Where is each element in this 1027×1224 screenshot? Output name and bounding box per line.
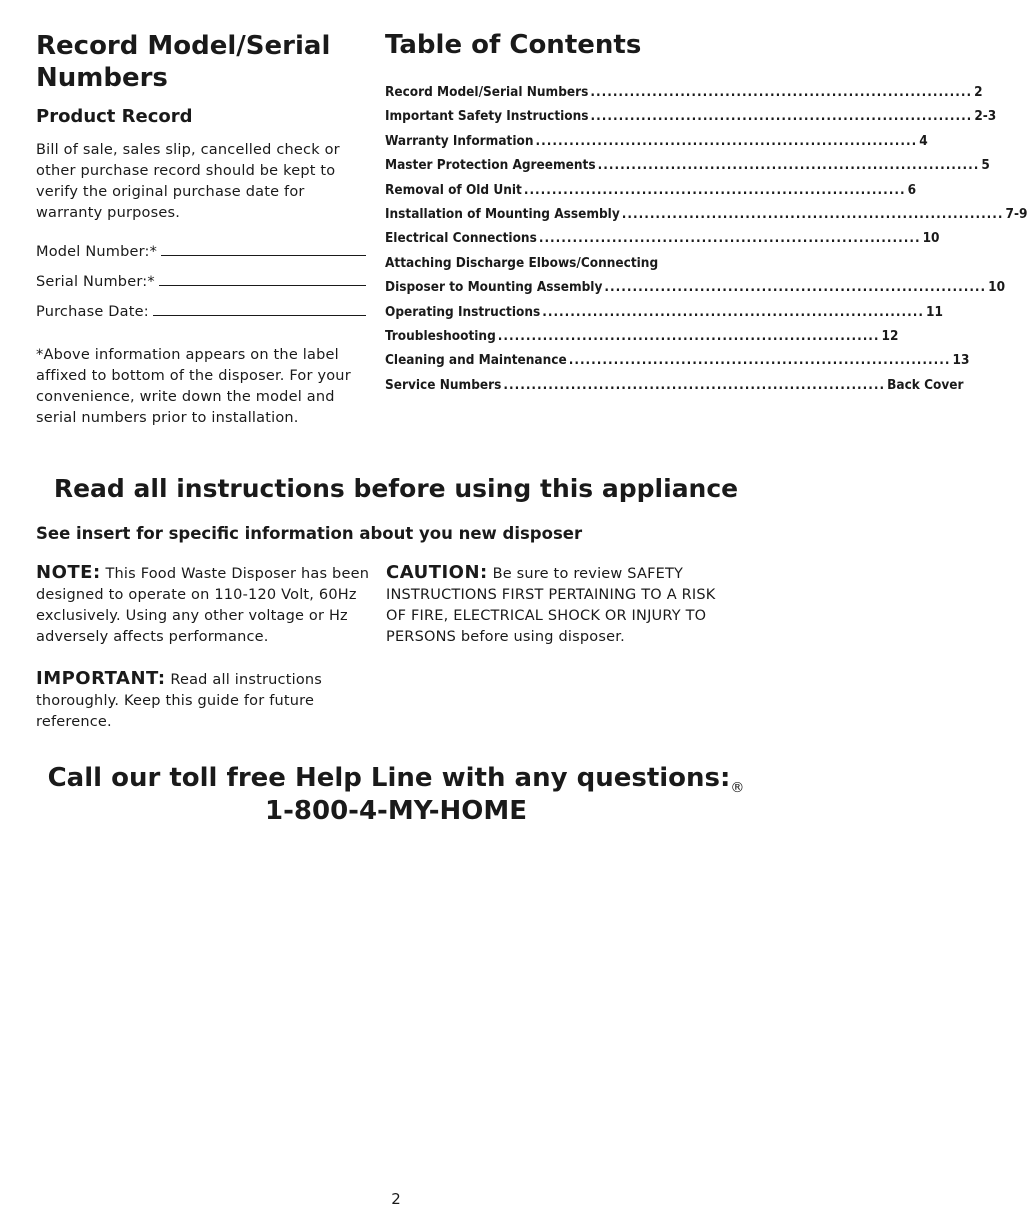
help-line-phone: 1-800-4-MY-HOME — [265, 796, 527, 826]
page-number: 2 — [391, 1190, 401, 1208]
toc-entry: Installation of Mounting Assembly .................................................................... 7-9 — [385, 205, 1027, 222]
toc-entry: Removal of Old Unit .................................................................... 6 — [385, 181, 917, 198]
product-record-heading: Product Record — [36, 106, 193, 127]
toc-list — [385, 84, 1027, 401]
purchase-date-label: Purchase Date: — [36, 304, 149, 320]
important-text: Read all instructions thoroughly. Keep this guide for future reference. — [36, 672, 323, 730]
toc-entry: Attaching Discharge Elbows/Connecting — [385, 254, 659, 271]
toc-entry: Important Safety Instructions .................................................................... 2-3 — [385, 108, 997, 125]
serial-number-field — [36, 270, 366, 290]
record-model-serial-title: Record Model/Serial Numbers — [36, 31, 331, 93]
read-all-instructions-heading: Read all instructions before using this appliance — [53, 474, 739, 503]
important-paragraph — [36, 668, 371, 733]
important-keyword: IMPORTANT: — [36, 668, 166, 689]
serial-number-label: Serial Number:* — [36, 274, 155, 290]
model-number-line — [161, 255, 366, 256]
caution-keyword: CAUTION: — [386, 562, 488, 583]
toc-entry: Cleaning and Maintenance .................................................................... 13 — [385, 352, 970, 369]
toc-entry: Disposer to Mounting Assembly .................................................................... 10 — [385, 279, 1006, 296]
toc-entry: Service Numbers .................................................................... Back Cover — [385, 376, 964, 393]
toc-entry: Warranty Information .................................................................... 4 — [385, 132, 928, 149]
purchase-date-field — [36, 300, 366, 320]
caution-text: Be sure to review SAFETY INSTRUCTIONS FIRST PERTAINING TO A RISK OF FIRE, ELECTRICAL SHOCK OR INJURY TO PERSONS before using disposer. — [386, 566, 716, 645]
note-keyword: NOTE: — [36, 562, 101, 583]
label-footnote: *Above information appears on the label affixed to bottom of the disposer. For your convenience, write down the model and serial numbers prior to installation. — [36, 347, 351, 426]
toc-entry: Troubleshooting .................................................................... 12 — [385, 327, 899, 344]
registered-mark: any questions: — [514, 763, 731, 793]
purchase-date-line — [153, 315, 366, 316]
see-insert-heading: See insert for specific information about you new disposer — [36, 524, 583, 543]
toc-title: Table of Contents — [385, 30, 642, 60]
product-record-text: Bill of sale, sales slip, cancelled check or other purchase record should be kept to verify the original purchase date for warranty purposes. — [36, 142, 340, 221]
toc-entry: Master Protection Agreements .................................................................... 5 — [385, 157, 990, 174]
registered-symbol: ® — [730, 780, 745, 797]
serial-number-line — [159, 285, 366, 286]
toc-entry: Operating Instructions .................................................................... 11 — [385, 303, 943, 320]
toc-entry: Electrical Connections .................................................................... 10 — [385, 230, 940, 247]
model-number-label: Model Number:* — [36, 244, 158, 260]
toc-entry: Record Model/Serial Numbers .................................................................... 2 — [385, 84, 983, 100]
help-line-heading: Call our toll free Help Line with any $questions:_®$ — [47, 763, 745, 797]
caution-paragraph — [386, 562, 716, 648]
note-paragraph — [36, 562, 376, 648]
model-number-field — [36, 240, 366, 260]
note-text: This Food Waste Disposer has been designed to operate on 110-120 Volt, 60Hz exclusively. Using any other voltage or Hz adversely affects performance. — [36, 566, 370, 645]
